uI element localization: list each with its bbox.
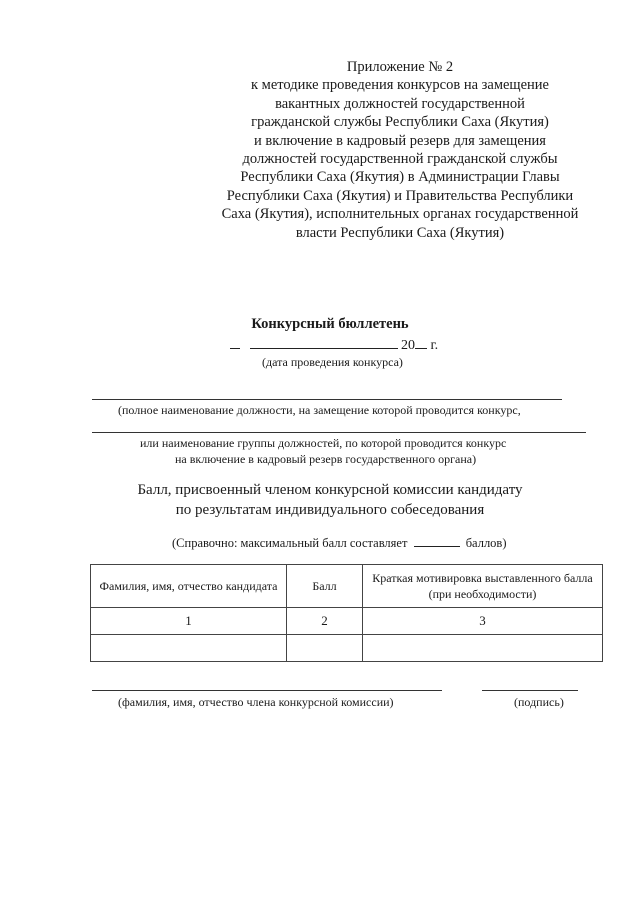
appendix-line: Республики Саха (Якутия) и Правительства Республики	[226, 187, 574, 204]
year-prefix: 20	[401, 338, 415, 353]
appendix-line: должностей государственной гражданской службы	[242, 151, 558, 168]
ballot-title: Конкурсный бюллетень	[251, 316, 409, 332]
date-caption: (дата проведения конкурса)	[262, 355, 403, 369]
column-number: 1	[91, 608, 287, 635]
member-name-caption: (фамилия, имя, отчество члена конкурсной комиссии)	[118, 695, 394, 709]
appendix-line: к методике проведения конкурсов на замещение	[250, 77, 549, 94]
appendix-line: и включение в кадровый резерв для замещения	[254, 132, 546, 149]
year-blank	[415, 336, 427, 349]
day-blank	[230, 336, 240, 349]
max-score-blank	[414, 536, 460, 547]
score-table	[90, 564, 603, 662]
column-number: 2	[287, 608, 363, 635]
date-line	[230, 336, 438, 354]
reference-prefix: (Справочно: максимальный балл составляет	[172, 536, 408, 550]
appendix-line: власти Республики Саха (Якутия)	[295, 224, 505, 241]
appendix-line: гражданской службы Республики Саха (Якутия)	[251, 114, 549, 131]
appendix-line: вакантных должностей государственной	[275, 95, 525, 112]
reference-suffix: баллов)	[465, 536, 507, 550]
appendix-line: Приложение № 2	[346, 59, 454, 75]
table-row	[91, 608, 603, 635]
position-caption-1: (полное наименование должности, на замещение которой проводится конкурс,	[118, 403, 521, 417]
score-title	[120, 480, 540, 520]
month-blank	[250, 336, 398, 349]
appendix-header	[200, 58, 600, 242]
signature-caption: (подпись)	[514, 695, 564, 709]
header-score: Балл	[287, 565, 363, 608]
table-header-row	[91, 565, 603, 608]
candidate-cell[interactable]	[91, 635, 287, 662]
motivation-cell[interactable]	[363, 635, 603, 662]
max-score-reference	[172, 536, 507, 551]
position-line-2	[92, 432, 586, 433]
score-title-line: Балл, присвоенный членом конкурсной комиссии кандидату	[137, 482, 523, 498]
position-caption-3: на включение в кадровый резерв государственного органа)	[175, 452, 477, 466]
column-number: 3	[363, 608, 603, 635]
header-motivation: Краткая мотивировка выставленного балла (при необходимости)	[363, 565, 603, 608]
member-name-line	[92, 690, 442, 691]
table-row	[91, 635, 603, 662]
appendix-line: Республики Саха (Якутия) в Администрации Главы	[240, 169, 560, 186]
score-title-line: по результатам индивидуального собеседования	[175, 502, 485, 518]
header-candidate: Фамилия, имя, отчество кандидата	[91, 565, 287, 608]
score-cell[interactable]	[287, 635, 363, 662]
position-line-1	[92, 399, 562, 400]
year-suffix: г.	[430, 338, 439, 353]
position-caption-2: или наименование группы должностей, по которой проводится конкурс	[140, 436, 507, 450]
appendix-line: Саха (Якутия), исполнительных органах государственной	[221, 206, 579, 223]
signature-line	[482, 690, 578, 691]
